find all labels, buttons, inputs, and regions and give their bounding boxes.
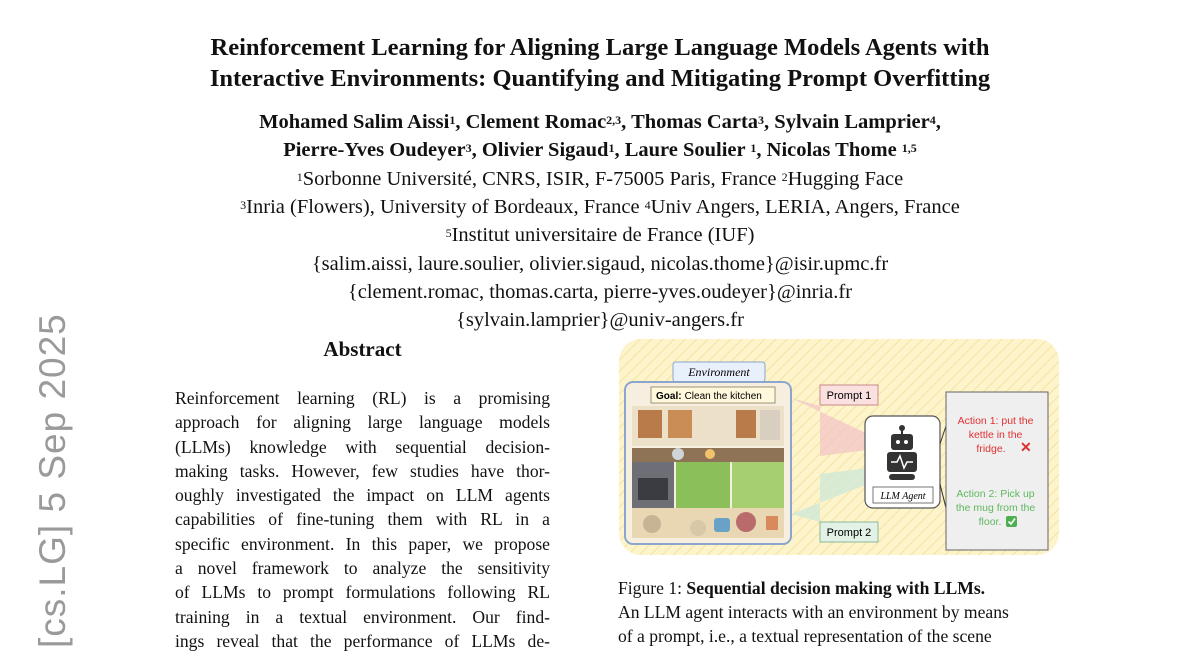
abstract-line: making tasks. However, few studies have thor- [175,460,550,481]
abstract-body [175,386,550,653]
abstract-heading: Abstract [323,337,402,361]
cross-icon: ✕ [1020,439,1032,455]
author-line-2: Pierre-Yves Oudeyer$^3$, Olivier Sigaud$^1$, Laure Soulier $^1$, Nicolas Thome $^{1,5}$ [283,139,917,161]
abstract-line: specific environment. In this paper, we propose [175,533,550,554]
author-name: Pierre-Yves Oudeyer [283,139,466,161]
email-line: {sylvain.lamprier}@univ-angers.fr [456,309,744,331]
caption-line: An LLM agent interacts with an environment by means [618,602,1009,622]
goal-text: Goal: Clean the kitchen [656,391,762,402]
abstract-line: capabilities of fine-tuning them with RL in a [175,509,550,530]
abstract-line: training in a textual environment. Our find- [175,606,550,627]
abstract-line: of LLMs to prompt formulations following RL [175,582,550,603]
arxiv-stamp: [cs.LG] 5 Sep 2025 [32,313,73,648]
affiliation-line-2: $^3$Inria (Flowers), University of Bordeaux, France $^4$Univ Angers, LERIA, Angers, France [240,196,960,218]
figure-1-illustration [618,338,1060,556]
author-name: Olivier Sigaud [481,139,609,161]
kitchen-scene [625,382,791,544]
email-line: {clement.romac, thomas.carta, pierre-yves.oudeyer}@inria.fr [347,281,853,303]
author-line-1: Mohamed Salim Aissi$^1$, Clement Romac$^{2,3}$, Thomas Carta$^3$, Sylvain Lamprier$^4$, [259,111,941,133]
affiliation-line-1: $^1$Sorbonne Université, CNRS, ISIR, F-75005 Paris, France $^2$Hugging Face [296,168,904,190]
caption-title [618,576,1064,600]
paper-title [0,32,1200,94]
caption-label: Figure 1: [618,578,687,598]
title-line: Interactive Environments: Quantifying and Mitigating Prompt Overfitting [209,65,991,92]
caption-bold: Sequential decision making with LLMs. [686,578,986,598]
abstract-line: oughly investigated the impact on LLM agents [175,485,550,506]
environment-label: Environment [688,365,750,379]
check-icon [1006,516,1017,527]
author-name: Mohamed Salim Aissi [259,111,450,133]
abstract-line: a novel framework to analyze the sensitivity [175,558,550,579]
caption-line: of a prompt, i.e., a textual representation of the scene [618,626,992,646]
action-2-text: Action 2: Pick up the mug from the floor. [955,488,1036,528]
author-name: Sylvain Lamprier [774,111,930,133]
abstract-line: approach for aligning large language models [175,412,550,433]
affiliation-line-3: $^5$Institut universitaire de France (IUF) [445,224,755,246]
abstract-line: (LLMs) knowledge with sequential decision- [175,436,550,457]
action-1-text: Action 1: put the kettle in the fridge. [957,415,1034,455]
title-line: Reinforcement Learning for Aligning Large Language Models Agents with [210,34,990,61]
prompt-2-label: Prompt 2 [826,527,872,539]
author-name: Laure Soulier [624,139,751,161]
abstract-line: Reinforcement learning (RL) is a promising [175,388,550,408]
prompt-1-label: Prompt 1 [826,390,872,402]
email-line: {salim.aissi, laure.soulier, olivier.sigaud, nicolas.thome}@isir.upmc.fr [311,253,889,275]
figure-caption [618,576,1064,648]
author-name: Thomas Carta [631,111,759,133]
agent-label: LLM Agent [880,491,926,502]
author-name: Clement Romac [465,111,607,133]
author-name: Nicolas Thome [766,139,902,161]
abstract-line: ings reveal that the performance of LLMs de- [175,630,550,651]
